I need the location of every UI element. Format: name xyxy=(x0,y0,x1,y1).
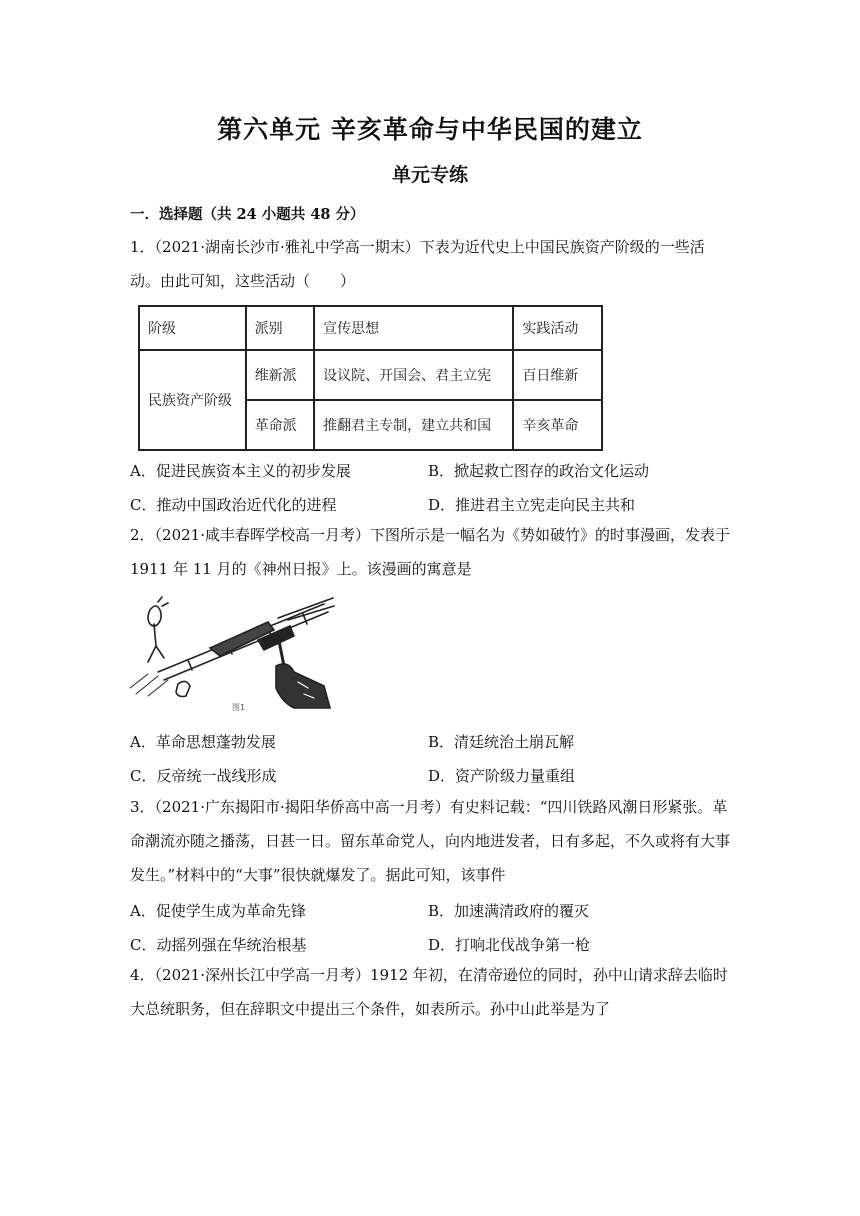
table-header-idea: 宣传思想 xyxy=(314,306,513,350)
question-2-options-row-1 xyxy=(130,731,730,753)
option-c[interactable]: C．反帝统一战线形成 xyxy=(130,767,277,785)
page-subtitle: 单元专练 xyxy=(391,164,468,186)
question-1-stem: 1．（2021·湖南长沙市·雅礼中学高一期末）下表为近代史上中国民族资产阶级的一些活动。由此可知，这些活动（ ） xyxy=(130,238,705,290)
option-c[interactable]: C．推动中国政治近代化的进程 xyxy=(130,496,337,514)
table-cell-idea: 设议院、开国会、君主立宪 xyxy=(314,350,513,400)
table-cell-faction: 革命派 xyxy=(246,400,314,450)
question-1-options-row-1 xyxy=(130,460,730,482)
option-a[interactable]: A．促使学生成为革命先锋 xyxy=(130,902,306,920)
option-b[interactable]: B．掀起救亡图存的政治文化运动 xyxy=(428,462,650,480)
question-2-options-row-2 xyxy=(130,765,730,787)
option-d[interactable]: D．打响北伐战争第一枪 xyxy=(428,936,591,954)
option-b[interactable]: B．清廷统治土崩瓦解 xyxy=(428,733,575,751)
question-2-stem: 2．（2021·咸丰春晖学校高一月考）下图所示是一幅名为《势如破竹》的时事漫画，发表于 1911 年 11 月的《神州日报》上。该漫画的寓意是 xyxy=(130,526,730,578)
question-3-stem: 3．（2021·广东揭阳市·揭阳华侨高中高一月考）有史料记载：“四川铁路风潮日形紧张。革命潮流亦随之播荡，日甚一日。留东革命党人，向内地进发者，日有多起，不久或将有大事发生。”材料中的“大事”很快就爆发了。据此可知，该事件 xyxy=(130,798,731,884)
option-b[interactable]: B．加速满清政府的覆灭 xyxy=(428,902,590,920)
table-header-practice: 实践活动 xyxy=(513,306,602,350)
table-cell-idea: 推翻君主专制，建立共和国 xyxy=(314,400,513,450)
figure-caption: 图1 xyxy=(232,703,246,712)
table-header-class: 阶级 xyxy=(139,306,246,350)
question-4-stem: 4．（2021·深州长江中学高一月考）1912 年初，在清帝逊位的同时，孙中山请求辞去临时大总统职务，但在辞职文中提出三个条件，如表所示。孙中山此举是为了 xyxy=(130,966,728,1018)
page-title: 第六单元 辛亥革命与中华民国的建立 xyxy=(217,115,643,144)
table-cell-faction: 维新派 xyxy=(246,350,314,400)
option-c[interactable]: C．动摇列强在华统治根基 xyxy=(130,936,307,954)
cartoon-illustration xyxy=(128,596,338,714)
question-1-options-row-2 xyxy=(130,494,730,516)
table-cell-practice: 辛亥革命 xyxy=(513,400,602,450)
question-3-options-row-1 xyxy=(130,900,730,922)
question-3-options-row-2 xyxy=(130,934,730,956)
table-header-faction: 派别 xyxy=(246,306,314,350)
option-a[interactable]: A．革命思想蓬勃发展 xyxy=(130,733,276,751)
section-heading: 一．选择题（共 24 小题共 48 分） xyxy=(130,206,365,223)
question-1-table xyxy=(138,305,603,451)
table-cell-practice: 百日维新 xyxy=(513,350,602,400)
option-d[interactable]: D．推进君主立宪走向民主共和 xyxy=(428,496,636,514)
option-a[interactable]: A．促进民族资本主义的初步发展 xyxy=(130,462,351,480)
option-d[interactable]: D．资产阶级力量重组 xyxy=(428,767,576,785)
table-cell-class: 民族资产阶级 xyxy=(139,350,246,450)
